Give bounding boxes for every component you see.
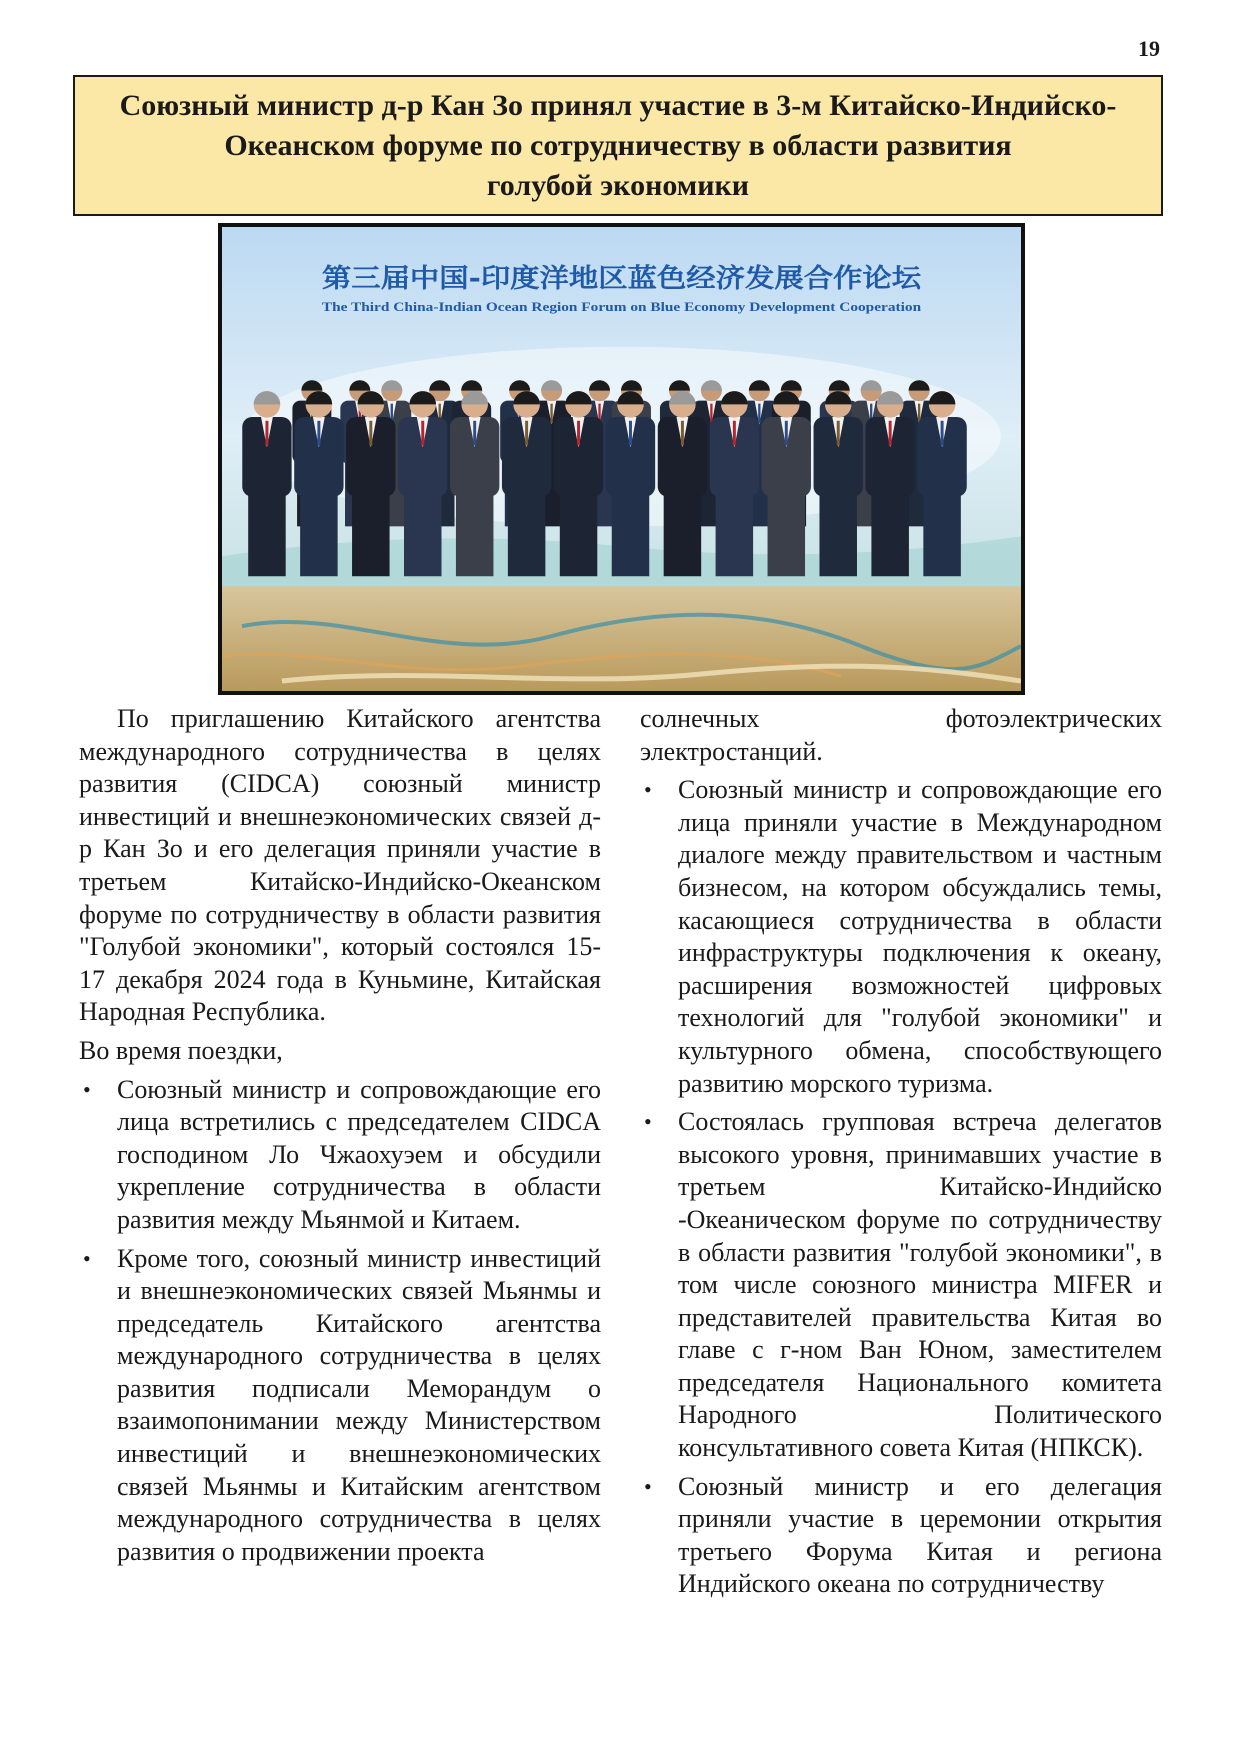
trip-intro: Во время поездки, bbox=[79, 1035, 283, 1065]
delegate-figure bbox=[450, 391, 499, 576]
intro-paragraph: По приглашению Китайского агентства международного сотрудничества в целях развития (CIDCA) союзный министр инвестиций и внешнеэкономических связей д-р Кан Зо и его делегация приняли участие в третьем Китайско-Индийско-Океанском форуме по сотрудничеству в области развития "Голубой экономики", который состоялся 15-17 декабря 2024 года в Куньмине, Китайская Народная Республика. bbox=[79, 704, 601, 1027]
article-title-line-2: Океанском форуме по сотрудничеству в области развития bbox=[224, 128, 1012, 162]
delegate-figure bbox=[710, 391, 759, 576]
delegate-figure bbox=[917, 391, 966, 576]
left-text-column bbox=[79, 703, 601, 1574]
bullet-marker: • bbox=[83, 1076, 91, 1102]
bullet-text: Состоялась групповая встреча делегатов высокого уровня, принимавших участие в третьем Китайско-Индийско -Океаническом форуме по сотрудничеству в области развития "голубой экономики", в том числе союзного министра MIFER и представителей правительства Китая во главе с г-ном Ван Юном, заместителем председателя Национального комитета Народного Политического консультативного совета Китая (НПКСК). bbox=[678, 1107, 1162, 1463]
bullet-item bbox=[640, 1471, 1162, 1601]
bullet-item bbox=[640, 1106, 1162, 1465]
bullet-text: Союзный министр и сопровождающие его лица приняли участие в Международном диалоге между правительством и частным бизнесом, на котором обсуждались темы, касающиеся сотрудничества в области инфраструктуры подключения к океану, расширения возможностей цифровых технологий для "голубой экономики" и культурного обмена, способствующего развитию морского туризма. bbox=[678, 775, 1162, 1098]
delegate-figure bbox=[865, 391, 914, 576]
article-title-line-3: голубой экономики bbox=[486, 168, 750, 202]
delegate-figure bbox=[606, 391, 655, 576]
delegate-figure bbox=[658, 391, 707, 576]
forum-group-photo bbox=[218, 223, 1025, 695]
delegate-figure bbox=[242, 391, 291, 576]
bullet-marker: • bbox=[83, 1245, 91, 1271]
delegate-figure bbox=[398, 391, 447, 576]
bullet-text: Союзный министр и его делегация приняли участие в церемонии открытия третьего Форума Китая и региона Индийского океана по сотрудничеству bbox=[678, 1471, 1162, 1599]
bullet-marker: • bbox=[644, 1473, 652, 1499]
bullet-text: Союзный министр и сопровождающие его лица встретились с председателем CIDCA господином Ло Чжаохуэем и обсудили укрепление сотрудничества в области развития между Мьянмой и Китаем. bbox=[117, 1074, 601, 1234]
delegate-figure bbox=[554, 391, 603, 576]
page-number: 19 bbox=[1138, 36, 1160, 61]
bullet-item bbox=[640, 774, 1162, 1100]
banner-chinese-text: 第三届中国-印度洋地区蓝色经济发展合作论坛 bbox=[321, 263, 923, 294]
bullet-text: Кроме того, союзный министр инвестиций и внешнеэкономических связей Мьянмы и председатель Китайского агентства международного сотрудничества в целях развития подписали Меморандум о взаимопонимании между Министерством инвестиций и внешнеэкономических связей Мьянмы и Китайским агентством международного сотрудничества в целях развития о продвижении проекта bbox=[117, 1243, 601, 1566]
banner-english-text: The Third China-Indian Ocean Region Forum on Blue Economy Development Cooperation bbox=[321, 298, 923, 314]
delegate-figure bbox=[762, 391, 811, 576]
bullet-item bbox=[79, 1243, 601, 1569]
right-text-column bbox=[640, 703, 1162, 1607]
bullet-marker: • bbox=[644, 777, 652, 803]
article-title-line-1: Союзный министр д-р Кан Зо принял участие в 3-м Китайско-Индийско- bbox=[119, 88, 1117, 122]
delegate-figure bbox=[346, 391, 395, 576]
delegate-figure bbox=[502, 391, 551, 576]
delegate-figure bbox=[294, 391, 343, 576]
delegate-figure bbox=[814, 391, 863, 576]
continued-text: солнечных фотоэлектрических электростанций. bbox=[640, 704, 1162, 766]
bullet-marker: • bbox=[644, 1109, 652, 1135]
bullet-item bbox=[79, 1074, 601, 1237]
article-title-box bbox=[73, 75, 1163, 216]
